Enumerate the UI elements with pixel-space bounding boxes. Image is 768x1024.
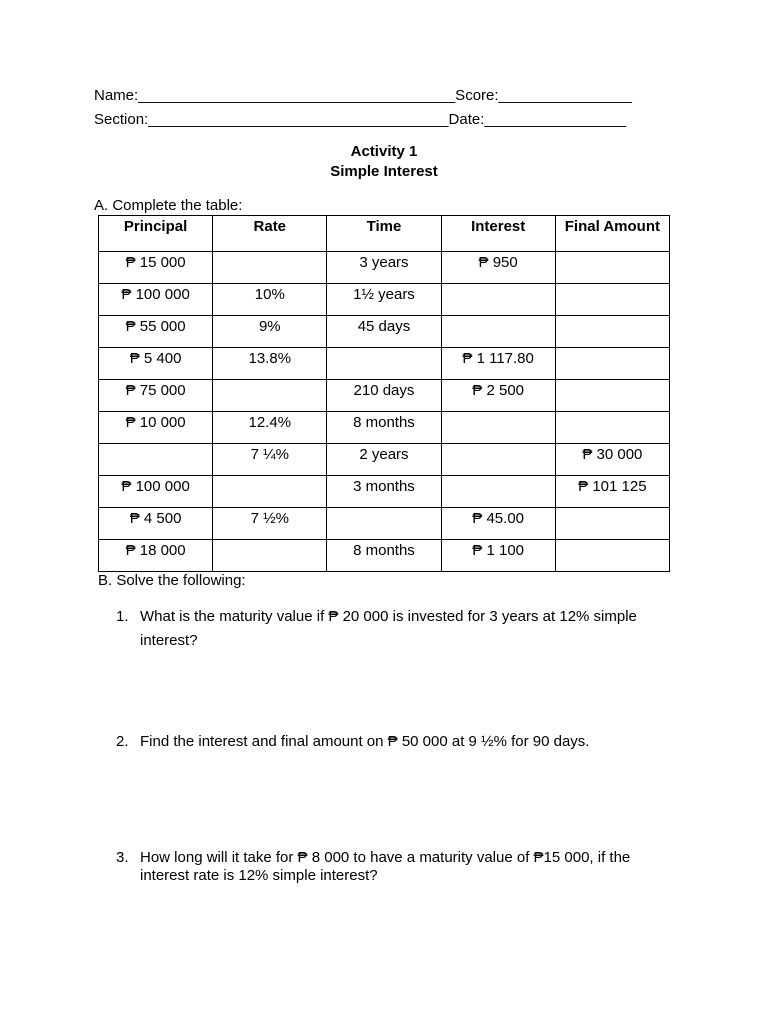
table-row [99,540,670,572]
table-cell: ₱ 45.00 [441,508,555,540]
table-cell: ₱ 15 000 [99,252,213,284]
part-b-instruction: B. Solve the following: [98,572,246,589]
table-cell: 8 months [327,540,441,572]
column-header: Final Amount [555,216,669,252]
table-cell [99,444,213,476]
question-number: 3. [116,849,129,866]
table-cell [555,380,669,412]
table-cell: 7 ¼% [213,444,327,476]
table-row [99,508,670,540]
question-text: Find the interest and final amount on ₱ 50 000 at 9 ½% for 90 days. [140,733,590,750]
table-cell [555,316,669,348]
table-cell: 3 years [327,252,441,284]
column-header: Time [327,216,441,252]
table-cell: ₱ 4 500 [99,508,213,540]
table-cell: 210 days [327,380,441,412]
question-1 [116,605,676,655]
table-row [99,476,670,508]
table-cell [213,476,327,508]
table-cell [327,508,441,540]
table-cell: 13.8% [213,348,327,380]
table-cell [441,316,555,348]
table-cell: ₱ 55 000 [99,316,213,348]
table-row [99,316,670,348]
table-cell: 1½ years [327,284,441,316]
column-header: Principal [99,216,213,252]
table-cell [441,444,555,476]
table-cell [441,412,555,444]
table-cell: 3 months [327,476,441,508]
table-cell: ₱ 75 000 [99,380,213,412]
table-cell [213,540,327,572]
column-header: Interest [441,216,555,252]
table-cell [555,412,669,444]
table-cell: ₱ 2 500 [441,380,555,412]
name-score-line: Name:______________________________________Score:________________ [94,87,633,104]
table-cell [441,284,555,316]
part-a-instruction: A. Complete the table: [94,197,243,214]
table-header-row [99,216,670,252]
table-row [99,348,670,380]
table-cell: ₱ 1 117.80 [441,348,555,380]
table-cell: 10% [213,284,327,316]
table-row [99,252,670,284]
table-cell: ₱ 100 000 [99,284,213,316]
table-cell [555,252,669,284]
table-cell [441,476,555,508]
table-cell: ₱ 100 000 [99,476,213,508]
table-cell: 2 years [327,444,441,476]
table-cell: ₱ 5 400 [99,348,213,380]
question-number: 1. [116,608,129,625]
section-date-line: Section:____________________________________Date:_________________ [94,111,627,128]
question-2 [116,730,676,756]
table-cell [213,252,327,284]
table-cell [555,348,669,380]
table-row [99,380,670,412]
table-cell: 12.4% [213,412,327,444]
question-3 [116,849,676,889]
table-cell [555,540,669,572]
table-cell: ₱ 1 100 [441,540,555,572]
table-cell: ₱ 950 [441,252,555,284]
table-cell [213,380,327,412]
table-cell: ₱ 101 125 [555,476,669,508]
table-body [99,252,670,572]
table-cell: 8 months [327,412,441,444]
table-cell: ₱ 18 000 [99,540,213,572]
table-cell: 45 days [327,316,441,348]
table-row [99,284,670,316]
interest-table [98,215,670,572]
table-cell: ₱ 10 000 [99,412,213,444]
activity-title: Activity 1 [350,143,418,160]
table-cell: 9% [213,316,327,348]
table-row [99,444,670,476]
question-number: 2. [116,733,129,750]
column-header: Rate [213,216,327,252]
question-text: What is the maturity value if ₱ 20 000 is invested for 3 years at 12% simple interest? [140,608,637,649]
activity-subtitle: Simple Interest [330,163,438,180]
table-cell: 7 ½% [213,508,327,540]
table-cell [555,508,669,540]
table-row [99,412,670,444]
table-cell [327,348,441,380]
table-cell [555,284,669,316]
table-cell: ₱ 30 000 [555,444,669,476]
question-text: How long will it take for ₱ 8 000 to have a maturity value of ₱15 000, if the interest rate is 12% simple interest? [140,849,631,884]
